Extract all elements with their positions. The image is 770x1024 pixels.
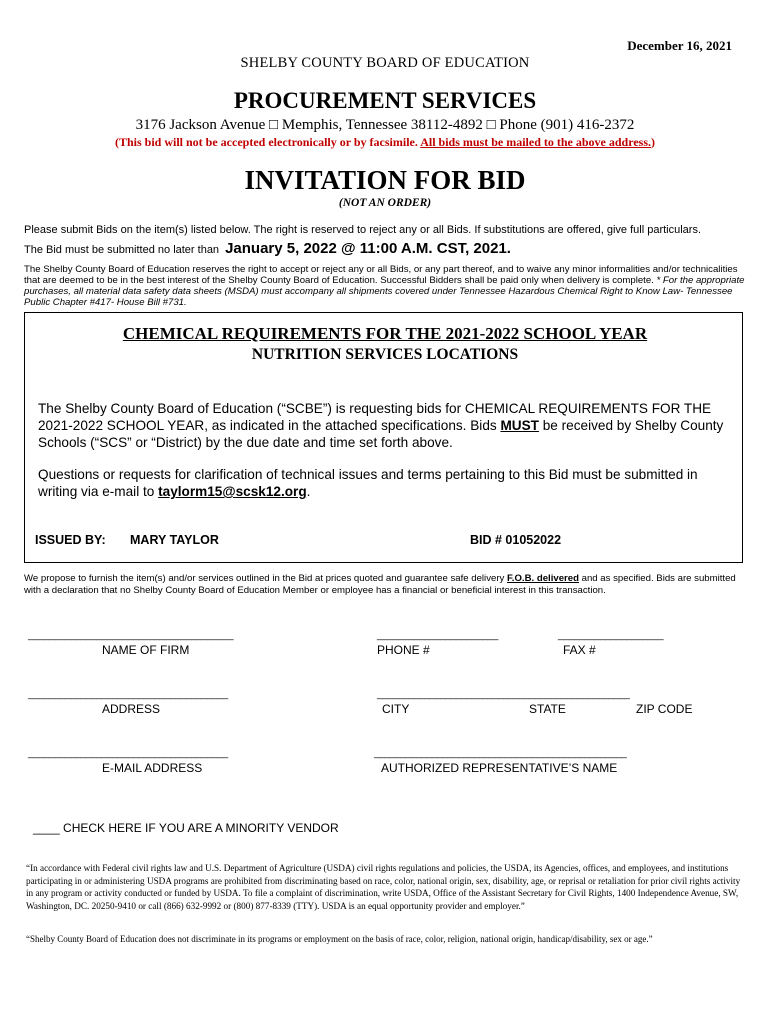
bid-description-b: be received by Shelby County Schools (“SCS” or “District) by the due date and time set forth above. — [38, 418, 724, 450]
deadline-line — [24, 240, 511, 257]
bid-description-a: The Shelby County Board of Education (“SCBE”) is requesting bids for CHEMICAL REQUIREMENTS FOR THE 2021-2022 SCHOOL YEAR, as indicated in the attached specifications. Bids — [38, 401, 712, 433]
address-field[interactable]: ______________________________________ — [28, 689, 228, 700]
firm-name-field[interactable]: _______________________________________ — [28, 630, 234, 641]
bid-title: CHEMICAL REQUIREMENTS FOR THE 2021-2022 SCHOOL YEAR — [122, 324, 648, 343]
submission-warning — [0, 135, 770, 150]
document-date: December 16, 2021 — [627, 38, 732, 53]
page-subtitle: (NOT AN ORDER) — [338, 197, 432, 209]
email-label: E-MAIL ADDRESS — [102, 761, 203, 775]
board-name: SHELBY COUNTY BOARD OF EDUCATION — [240, 55, 530, 71]
address-label: ADDRESS — [102, 702, 161, 716]
proposal-text-a: We propose to furnish the item(s) and/or services outlined in the Bid at prices quoted and guarantee safe delivery — [24, 573, 507, 584]
deadline-suffix: . — [506, 240, 511, 257]
city-label: CITY — [382, 702, 410, 716]
warning-text-3: ) — [651, 135, 655, 149]
phone-label: PHONE # — [377, 643, 430, 657]
deadline-value: January 5, 2022 @ 11:00 A.M. CST, 2021 — [225, 240, 507, 257]
minority-vendor-row — [33, 821, 339, 835]
usda-statement: “In accordance with Federal civil rights law and U.S. Department of Agriculture (USDA) civil rights regulations and policies, the USDA, its Agencies, offices, and employees, and institutions participating in or administering USDA programs are prohibited from discriminating based on race, color, national origin, sex, disability, age, or reprisal or retaliation for prior civil rights activity in any program or activity conducted or funded by USDA. To file a complaint of discrimination, write USDA, Office of the Assistant Secretary for Civil Rights, 1400 Independence Avenue, SW, Washington, DC. 20250-9410 or call (866) 632-9992 or (800) 877-8339 (TTY). USDA is an equal opportunity provider and employer.” — [26, 863, 741, 911]
representative-label: AUTHORIZED REPRESENTATIVE’S NAME — [381, 761, 618, 775]
fob-term: F.O.B. delivered — [506, 573, 579, 584]
zip-label: ZIP CODE — [636, 702, 693, 716]
intro-line: Please submit Bids on the item(s) listed below. The right is reserved to reject any or all Bids. If substitutions are offered, give full particulars. — [24, 224, 702, 236]
must-emphasis: MUST — [500, 418, 539, 433]
questions-paragraph — [38, 466, 728, 500]
page-title: INVITATION FOR BID — [244, 165, 526, 195]
minority-vendor-checkbox[interactable]: ____ — [33, 821, 60, 835]
city-state-zip-field[interactable]: ________________________________________________ — [377, 689, 630, 700]
minority-vendor-label: CHECK HERE IF YOU ARE A MINORITY VENDOR — [63, 821, 339, 835]
representative-field[interactable]: ________________________________________________ — [374, 748, 627, 759]
issued-by-name: MARY TAYLOR — [130, 533, 219, 547]
fax-label: FAX # — [563, 643, 596, 657]
fax-field[interactable]: ____________________ — [558, 630, 664, 641]
reserve-text: The Shelby County Board of Education reserves the right to accept or reject any or all Bids, or any part thereof, and to waive any minor informalities and/or technicalities that are deemed to be in the best interest of the Shelby County Board of Education. Successful Bidders shall be paid only when delivery is complete. — [24, 264, 738, 286]
email-field[interactable]: ______________________________________ — [28, 748, 228, 759]
issued-by-label: ISSUED BY: — [35, 533, 106, 547]
bid-number: BID # 01052022 — [470, 533, 562, 547]
reserve-paragraph — [24, 264, 746, 308]
proposal-declaration — [24, 573, 744, 597]
bid-subtitle: NUTRITION SERVICES LOCATIONS — [251, 346, 519, 363]
contact-email-link[interactable]: taylorm15@scsk12.org — [158, 484, 307, 499]
deadline-prefix: The Bid must be submitted no later than — [24, 244, 220, 256]
bid-description — [38, 400, 728, 451]
proposal-text-b: and as specified. Bids are submitted with a declaration that no Shelby County Board of Education Member or employee has a financial or beneficial interest in this transaction. — [24, 573, 736, 596]
department-address: 3176 Jackson Avenue □ Memphis, Tennessee 38112-4892 □ Phone (901) 416-2372 — [135, 117, 635, 133]
warning-text-1: (This bid will not be accepted electronically or by facsimile. — [114, 135, 421, 149]
phone-field[interactable]: _______________________ — [377, 630, 499, 641]
department-title: PROCUREMENT SERVICES — [233, 88, 537, 113]
nondiscrimination-statement: “Shelby County Board of Education does not discriminate in its programs or employment on the basis of race, color, religion, national origin, handicap/disability, sex or age.” — [26, 934, 653, 944]
warning-text-2: All bids must be mailed to the above address. — [420, 135, 651, 149]
firm-name-label: NAME OF FIRM — [102, 643, 190, 657]
questions-suffix: . — [306, 484, 311, 499]
questions-text: Questions or requests for clarification of technical issues and terms pertaining to this Bid must be submitted in writing via e-mail to — [38, 467, 698, 499]
state-label: STATE — [529, 702, 566, 716]
msds-text: * For the appropriate purchases, all material data safety data sheets (MSDA) must accompany all shipments covered under Tennessee Hazardous Chemical Right to Know Law- Tennessee Public Chapter #417- House Bill #731. — [24, 275, 745, 308]
